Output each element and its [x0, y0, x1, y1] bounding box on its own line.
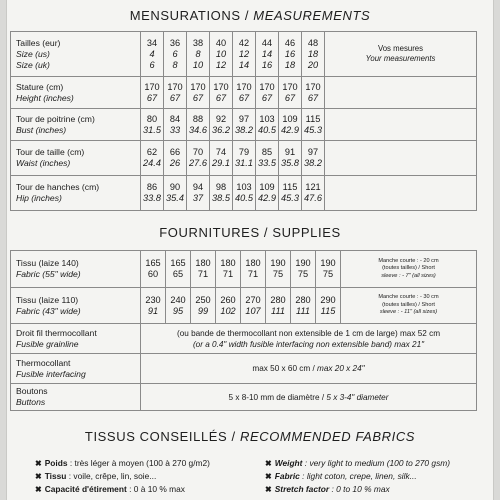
- row-label: Thermocollant Fusible interfacing: [11, 354, 141, 384]
- fabrics-heading: TISSUS CONSEILLÉS / RECOMMENDED FABRICS: [84, 429, 416, 444]
- value-cell: 280 111: [266, 288, 291, 324]
- your-measure-cell[interactable]: [325, 77, 477, 109]
- value-cell: 115 45.3: [302, 109, 325, 141]
- value-cell: 79 31.1: [233, 141, 256, 176]
- value-cell: 180 71: [241, 251, 266, 288]
- value-cell: 250 99: [191, 288, 216, 324]
- value-cell: 190 75: [316, 251, 341, 288]
- row-label: Tour de poitrine (cm) Bust (inches): [11, 109, 141, 141]
- value-cell: 165 65: [166, 251, 191, 288]
- fabric-110-row: [11, 288, 477, 324]
- value-cell: 91 35.8: [279, 141, 302, 176]
- value-cell: 109 42.9: [256, 176, 279, 211]
- size-cell: 42 12 14: [233, 32, 256, 77]
- size-cell: 40 10 12: [210, 32, 233, 77]
- row-label: Tour de taille (cm) Waist (inches): [11, 141, 141, 176]
- size-cell: 44 14 16: [256, 32, 279, 77]
- value-cell: 260 102: [216, 288, 241, 324]
- value-cell: 74 29.1: [210, 141, 233, 176]
- value-cell: 270 107: [241, 288, 266, 324]
- short-sleeve-note: Manche courte : - 30 cm (toutes tailles) / Short sleeve : - 11" (all sizes): [341, 288, 477, 324]
- value-cell: 62 24.4: [141, 141, 164, 176]
- value-cell: 170 67: [141, 77, 164, 109]
- row-label: Tissu (laize 140) Fabric (55" wide): [11, 251, 141, 288]
- grainline-row: [11, 324, 477, 354]
- supplies-table: [10, 250, 477, 411]
- sizes-label: Tailles (eur) Size (us) Size (uk): [11, 32, 141, 77]
- value-cell: 97 38.2: [302, 141, 325, 176]
- measurement-row-height: [11, 77, 477, 109]
- value-cell: 97 38.2: [233, 109, 256, 141]
- value-cell: 180 71: [191, 251, 216, 288]
- size-cell: 36 6 8: [164, 32, 187, 77]
- value-cell: 86 33.8: [141, 176, 164, 211]
- value-cell: 109 42.9: [279, 109, 302, 141]
- value-cell: 180 71: [216, 251, 241, 288]
- cross-bullet-icon: ✖: [265, 485, 272, 494]
- row-label: Droit fil thermocollant Fusible grainline: [11, 324, 141, 354]
- fabric-weight-en: ✖ Weight : very light to medium (100 to 270 gsm): [265, 458, 451, 468]
- fabric-weight-fr: ✖ Poids : très léger à moyen (100 à 270 g/m2): [35, 458, 210, 468]
- row-label: Stature (cm) Height (inches): [11, 77, 141, 109]
- size-cell: 48 18 20: [302, 32, 325, 77]
- measurement-row-bust: [11, 109, 477, 141]
- measurement-row-waist: [11, 141, 477, 176]
- row-label: Tour de hanches (cm) Hip (inches): [11, 176, 141, 211]
- value-cell: 66 26: [164, 141, 187, 176]
- value-cell: 70 27.6: [187, 141, 210, 176]
- size-cell: 34 4 6: [141, 32, 164, 77]
- value-cell: 230 91: [141, 288, 166, 324]
- fabric-type-fr: ✖ Tissu : voile, crêpe, lin, soie...: [35, 471, 157, 481]
- cross-bullet-icon: ✖: [35, 472, 42, 481]
- interfacing-row: [11, 354, 477, 384]
- value-cell: 103 40.5: [233, 176, 256, 211]
- cross-bullet-icon: ✖: [265, 459, 272, 468]
- value-cell: 190 75: [291, 251, 316, 288]
- value-cell: 80 31.5: [141, 109, 164, 141]
- your-measure-cell[interactable]: [325, 176, 477, 211]
- value-cell: 115 45.3: [279, 176, 302, 211]
- size-cell: 46 16 18: [279, 32, 302, 77]
- supplies-heading: FOURNITURES / SUPPLIES: [159, 225, 341, 240]
- value-cell: 92 36.2: [210, 109, 233, 141]
- grainline-value: (ou bande de thermocollant non extensible de 1 cm de large) max 52 cm (or a 0.4" width fusible interfacing non extensible band) max 21": [141, 324, 477, 354]
- value-cell: 170 67: [233, 77, 256, 109]
- cross-bullet-icon: ✖: [35, 485, 42, 494]
- value-cell: 280 111: [291, 288, 316, 324]
- value-cell: 170 67: [256, 77, 279, 109]
- value-cell: 170 67: [187, 77, 210, 109]
- interfacing-value: max 50 x 60 cm / max 20 x 24": [141, 354, 477, 384]
- measurement-row-hip: [11, 176, 477, 211]
- cross-bullet-icon: ✖: [265, 472, 272, 481]
- pattern-info-sheet: [6, 0, 494, 500]
- row-label: Boutons Buttons: [11, 384, 141, 411]
- value-cell: 290 115: [316, 288, 341, 324]
- value-cell: 103 40.5: [256, 109, 279, 141]
- buttons-row: [11, 384, 477, 411]
- measurements-heading: MENSURATIONS / MEASUREMENTS: [129, 8, 371, 23]
- your-measure-cell[interactable]: [325, 141, 477, 176]
- value-cell: 170 67: [210, 77, 233, 109]
- size-cell: 38 8 10: [187, 32, 210, 77]
- value-cell: 90 35.4: [164, 176, 187, 211]
- short-sleeve-note: Manche courte : - 20 cm (toutes tailles) / Short sleeve : - 7" (all sizes): [341, 251, 477, 288]
- cross-bullet-icon: ✖: [35, 459, 42, 468]
- row-label: Tissu (laize 110) Fabric (43" wide): [11, 288, 141, 324]
- value-cell: 190 75: [266, 251, 291, 288]
- value-cell: 170 67: [164, 77, 187, 109]
- value-cell: 170 67: [279, 77, 302, 109]
- fabric-stretch-fr: ✖ Capacité d'étirement : 0 à 10 % max: [35, 484, 185, 494]
- fabric-stretch-en: ✖ Stretch factor : 0 to 10 % max: [265, 484, 390, 494]
- measurements-table: [10, 31, 477, 211]
- your-measurements-note: Vos mesures Your measurements: [325, 32, 477, 77]
- value-cell: 170 67: [302, 77, 325, 109]
- fabric-140-row: [11, 251, 477, 288]
- value-cell: 94 37: [187, 176, 210, 211]
- value-cell: 165 60: [141, 251, 166, 288]
- sizes-row: [11, 32, 477, 77]
- fabric-type-en: ✖ Fabric : light coton, crepe, linen, silk...: [265, 471, 417, 481]
- your-measure-cell[interactable]: [325, 109, 477, 141]
- value-cell: 240 95: [166, 288, 191, 324]
- value-cell: 121 47.6: [302, 176, 325, 211]
- value-cell: 84 33: [164, 109, 187, 141]
- value-cell: 88 34.6: [187, 109, 210, 141]
- value-cell: 98 38.5: [210, 176, 233, 211]
- value-cell: 85 33.5: [256, 141, 279, 176]
- buttons-value: 5 x 8-10 mm de diamètre / 5 x 3-4" diameter: [141, 384, 477, 411]
